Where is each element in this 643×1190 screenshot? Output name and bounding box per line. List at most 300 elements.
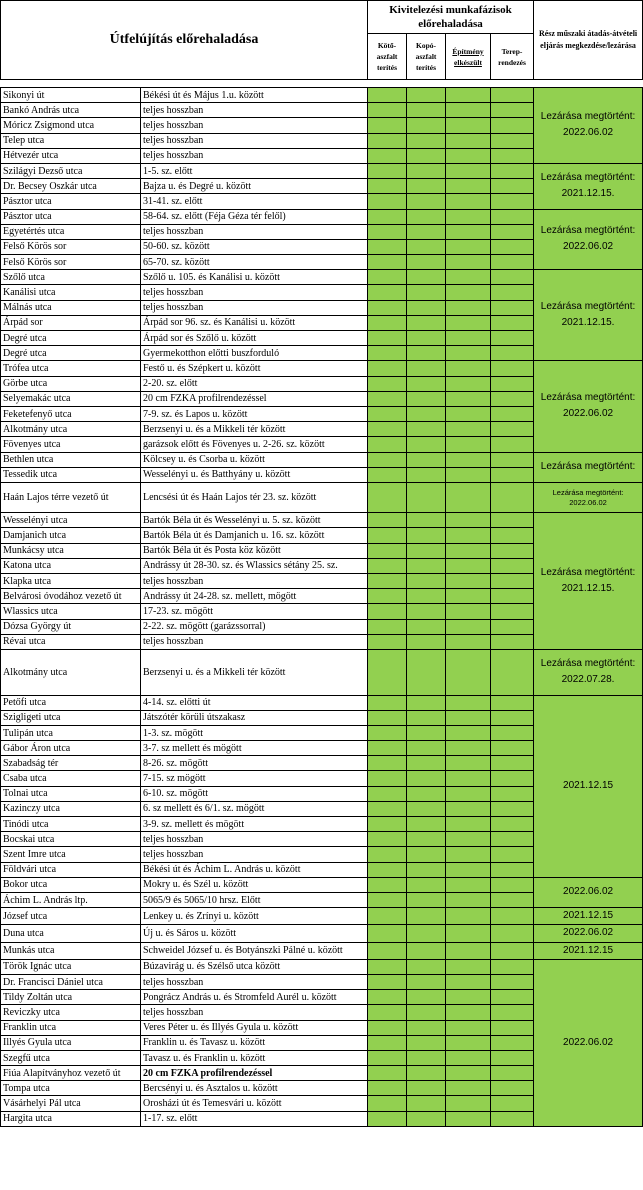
phase-complete-cell — [368, 163, 407, 178]
street-name: Kanálisi utca — [1, 285, 141, 300]
street-section: 20 cm FZKA profilrendezéssel — [141, 1066, 368, 1081]
phase-complete-cell — [407, 179, 446, 194]
street-name: Csaba utca — [1, 771, 141, 786]
phase-complete-cell — [491, 179, 534, 194]
phase-complete-cell — [407, 103, 446, 118]
phase-complete-cell — [446, 1081, 491, 1096]
phase-complete-cell — [368, 925, 407, 942]
phase-complete-cell — [491, 528, 534, 543]
table-row — [1, 959, 643, 974]
street-name: Trófea utca — [1, 361, 141, 376]
street-name: Hargita utca — [1, 1111, 141, 1126]
table-title: Útfelújítás előrehaladása — [1, 1, 368, 80]
street-section: 20 cm FZKA profilrendezéssel — [141, 391, 368, 406]
phase-complete-cell — [368, 558, 407, 573]
phase-complete-cell — [407, 649, 446, 695]
phase-complete-cell — [491, 634, 534, 649]
phase-complete-cell — [407, 908, 446, 925]
street-section: 50-60. sz. között — [141, 239, 368, 254]
phase-complete-cell — [407, 331, 446, 346]
phase-complete-cell — [407, 133, 446, 148]
phase-complete-cell — [407, 1005, 446, 1020]
phase-complete-cell — [407, 990, 446, 1005]
phase-complete-cell — [491, 391, 534, 406]
phase-complete-cell — [368, 604, 407, 619]
street-name: Degré utca — [1, 331, 141, 346]
phase-complete-cell — [491, 589, 534, 604]
phase-complete-cell — [446, 741, 491, 756]
phase-complete-cell — [368, 619, 407, 634]
phase-complete-cell — [368, 1081, 407, 1096]
phase-complete-cell — [491, 452, 534, 467]
phase-complete-cell — [491, 756, 534, 771]
street-name: Kazinczy utca — [1, 801, 141, 816]
street-section: 3-9. sz. mellett és mögött — [141, 817, 368, 832]
phase-complete-cell — [368, 574, 407, 589]
phase-complete-cell — [491, 467, 534, 482]
street-section: teljes hosszban — [141, 285, 368, 300]
phase-complete-cell — [407, 482, 446, 512]
phase-complete-cell — [446, 771, 491, 786]
handover-status: Lezárása megtörtént: 2022.06.02 — [534, 361, 643, 452]
phase-complete-cell — [407, 315, 446, 330]
phase-complete-cell — [407, 300, 446, 315]
street-name: Pásztor utca — [1, 209, 141, 224]
street-name: Egyetértés utca — [1, 224, 141, 239]
handover-status: 2021.12.15 — [534, 942, 643, 959]
phase-complete-cell — [446, 990, 491, 1005]
street-name: Wesselényi utca — [1, 513, 141, 528]
phase-complete-cell — [407, 513, 446, 528]
phase-complete-cell — [407, 725, 446, 740]
phase-complete-cell — [446, 756, 491, 771]
phase-complete-cell — [491, 877, 534, 892]
phase-complete-cell — [446, 634, 491, 649]
spacer-row — [1, 80, 643, 88]
phase-complete-cell — [407, 741, 446, 756]
phase-complete-cell — [446, 1050, 491, 1065]
table-row — [1, 942, 643, 959]
handover-header: Rész műszaki átadás-átvételi eljárás megkezdése/lezárása — [534, 1, 643, 80]
phase-complete-cell — [368, 942, 407, 959]
street-name: Török Ignác utca — [1, 959, 141, 974]
street-name: József utca — [1, 908, 141, 925]
phase-complete-cell — [491, 847, 534, 862]
phase-complete-cell — [491, 741, 534, 756]
phase-complete-cell — [491, 1020, 534, 1035]
street-section: 1-17. sz. előtt — [141, 1111, 368, 1126]
phase-complete-cell — [446, 103, 491, 118]
phase-complete-cell — [491, 118, 534, 133]
phase-complete-cell — [368, 482, 407, 512]
street-section: teljes hosszban — [141, 832, 368, 847]
street-section: Békési út és Áchim L. András u. között — [141, 862, 368, 877]
table-row — [1, 513, 643, 528]
handover-status: 2021.12.15 — [534, 695, 643, 877]
table-row — [1, 452, 643, 467]
street-section: teljes hosszban — [141, 148, 368, 163]
street-section: Bartók Béla út és Damjanich u. 16. sz. között — [141, 528, 368, 543]
street-section: Bartók Béla út és Wesselényi u. 5. sz. között — [141, 513, 368, 528]
street-name: Tessedik utca — [1, 467, 141, 482]
phase-complete-cell — [491, 1096, 534, 1111]
street-name: Fiúa Alapítványhoz vezető út — [1, 1066, 141, 1081]
phase-complete-cell — [491, 786, 534, 801]
handover-status: 2022.06.02 — [534, 959, 643, 1126]
phase-complete-cell — [446, 513, 491, 528]
phase-complete-cell — [491, 1035, 534, 1050]
street-name: Bocskai utca — [1, 832, 141, 847]
street-section: Mokry u. és Szél u. között — [141, 877, 368, 892]
street-section: teljes hosszban — [141, 103, 368, 118]
phase-complete-cell — [491, 88, 534, 103]
phase-complete-cell — [491, 892, 534, 907]
phase-complete-cell — [491, 315, 534, 330]
street-section: Kölcsey u. és Csorba u. között — [141, 452, 368, 467]
street-section: Berzsenyi u. és a Mikkeli tér között — [141, 422, 368, 437]
phase-complete-cell — [407, 832, 446, 847]
phase-complete-cell — [368, 1020, 407, 1035]
phase-complete-cell — [446, 1066, 491, 1081]
phase-complete-cell — [446, 331, 491, 346]
phase-complete-cell — [407, 118, 446, 133]
phase-complete-cell — [368, 892, 407, 907]
phase-complete-cell — [368, 239, 407, 254]
street-section: Bajza u. és Degré u. között — [141, 179, 368, 194]
street-name: Szent Imre utca — [1, 847, 141, 862]
phase-complete-cell — [491, 832, 534, 847]
header-row — [1, 1, 643, 34]
street-name: Franklin utca — [1, 1020, 141, 1035]
phase-complete-cell — [368, 974, 407, 989]
phase-complete-cell — [446, 88, 491, 103]
phase-complete-cell — [446, 1111, 491, 1126]
phase-complete-cell — [491, 771, 534, 786]
phase-complete-cell — [491, 209, 534, 224]
phase-complete-cell — [368, 847, 407, 862]
street-section: teljes hosszban — [141, 974, 368, 989]
phase-complete-cell — [446, 786, 491, 801]
street-name: Klapka utca — [1, 574, 141, 589]
street-name: Tildy Zoltán utca — [1, 990, 141, 1005]
phase-complete-cell — [446, 391, 491, 406]
phase-complete-cell — [491, 817, 534, 832]
street-name: Pásztor utca — [1, 194, 141, 209]
phase-complete-cell — [491, 990, 534, 1005]
phase-complete-cell — [368, 452, 407, 467]
street-section: Orosházi út és Temesvári u. között — [141, 1096, 368, 1111]
phase-complete-cell — [446, 239, 491, 254]
street-section: Bercsényi u. és Asztalos u. között — [141, 1081, 368, 1096]
phase-complete-cell — [368, 194, 407, 209]
phase-complete-cell — [446, 942, 491, 959]
phase-complete-cell — [446, 801, 491, 816]
phase-complete-cell — [407, 604, 446, 619]
street-section: 7-9. sz. és Lapos u. között — [141, 406, 368, 421]
phase-complete-cell — [407, 376, 446, 391]
phase-complete-cell — [446, 695, 491, 710]
phase-complete-cell — [368, 148, 407, 163]
phase-complete-cell — [407, 892, 446, 907]
phase-complete-cell — [368, 990, 407, 1005]
street-section: Wesselényi u. és Batthyány u. között — [141, 467, 368, 482]
street-section: teljes hosszban — [141, 118, 368, 133]
phase-complete-cell — [446, 315, 491, 330]
handover-status: 2022.06.02 — [534, 877, 643, 907]
street-name: Bethlen utca — [1, 452, 141, 467]
phase-complete-cell — [407, 361, 446, 376]
handover-status: Lezárása megtörtént: 2022.06.02 — [534, 482, 643, 512]
phase-complete-cell — [368, 710, 407, 725]
table-row — [1, 209, 643, 224]
street-name: Vásárhelyi Pál utca — [1, 1096, 141, 1111]
phase-complete-cell — [446, 361, 491, 376]
table-row — [1, 361, 643, 376]
phase-complete-cell — [368, 103, 407, 118]
phase-header-2: Kopó-aszfalt terítés — [407, 34, 446, 80]
street-name: Tolnai utca — [1, 786, 141, 801]
phase-complete-cell — [407, 634, 446, 649]
phase-complete-cell — [446, 908, 491, 925]
phase-complete-cell — [491, 194, 534, 209]
phase-complete-cell — [368, 331, 407, 346]
street-name: Hétvezér utca — [1, 148, 141, 163]
phase-complete-cell — [491, 270, 534, 285]
phase-complete-cell — [407, 959, 446, 974]
street-section: teljes hosszban — [141, 224, 368, 239]
street-section: Árpád sor és Szőlő u. között — [141, 331, 368, 346]
table-row — [1, 163, 643, 178]
street-section: teljes hosszban — [141, 300, 368, 315]
phase-complete-cell — [491, 574, 534, 589]
phase-complete-cell — [446, 163, 491, 178]
street-name: Földvári utca — [1, 862, 141, 877]
phase-complete-cell — [368, 270, 407, 285]
street-section: 2-20. sz. előtt — [141, 376, 368, 391]
phase-complete-cell — [407, 589, 446, 604]
street-name: Sikonyi út — [1, 88, 141, 103]
street-section: 6. sz mellett és 6/1. sz. mögött — [141, 801, 368, 816]
street-name: Dózsa György út — [1, 619, 141, 634]
handover-status: Lezárása megtörtént: 2022.06.02 — [534, 209, 643, 270]
table-row — [1, 88, 643, 103]
street-section: 31-41. sz. előtt — [141, 194, 368, 209]
street-name: Málnás utca — [1, 300, 141, 315]
phase-complete-cell — [368, 817, 407, 832]
phase-complete-cell — [491, 422, 534, 437]
phase-complete-cell — [368, 786, 407, 801]
street-section: teljes hosszban — [141, 133, 368, 148]
phase-complete-cell — [446, 619, 491, 634]
phase-complete-cell — [368, 391, 407, 406]
phase-complete-cell — [368, 361, 407, 376]
phase-complete-cell — [491, 224, 534, 239]
phase-complete-cell — [407, 695, 446, 710]
phase-complete-cell — [446, 270, 491, 285]
phase-complete-cell — [446, 224, 491, 239]
street-name: Szilágyi Dezső utca — [1, 163, 141, 178]
street-section: 4-14. sz. előtti út — [141, 695, 368, 710]
phase-complete-cell — [491, 133, 534, 148]
phase-complete-cell — [407, 163, 446, 178]
phase-complete-cell — [368, 771, 407, 786]
phase-complete-cell — [491, 103, 534, 118]
phase-complete-cell — [407, 239, 446, 254]
phase-complete-cell — [368, 1050, 407, 1065]
street-section: teljes hosszban — [141, 574, 368, 589]
phase-complete-cell — [446, 574, 491, 589]
phase-complete-cell — [491, 285, 534, 300]
phase-complete-cell — [446, 482, 491, 512]
phase-complete-cell — [491, 513, 534, 528]
phase-complete-cell — [368, 346, 407, 361]
phase-complete-cell — [368, 467, 407, 482]
phase-complete-cell — [446, 528, 491, 543]
street-name: Tinódi utca — [1, 817, 141, 832]
phase-complete-cell — [407, 346, 446, 361]
phase-complete-cell — [407, 543, 446, 558]
phase-complete-cell — [446, 847, 491, 862]
phase-complete-cell — [368, 1005, 407, 1020]
street-name: Haán Lajos térre vezető út — [1, 482, 141, 512]
street-section: Pongrácz András u. és Stromfeld Aurél u. között — [141, 990, 368, 1005]
phase-complete-cell — [407, 1111, 446, 1126]
phase-complete-cell — [446, 255, 491, 270]
phase-complete-cell — [368, 1066, 407, 1081]
phase-complete-cell — [407, 801, 446, 816]
phase-complete-cell — [407, 270, 446, 285]
phase-complete-cell — [407, 862, 446, 877]
street-section: Festő u. és Szépkert u. között — [141, 361, 368, 376]
street-name: Belvárosi óvodához vezető út — [1, 589, 141, 604]
phase-complete-cell — [446, 1020, 491, 1035]
street-section: 8-26. sz. mögött — [141, 756, 368, 771]
phase-complete-cell — [491, 925, 534, 942]
phase-complete-cell — [407, 974, 446, 989]
street-name: Selyemakác utca — [1, 391, 141, 406]
phase-complete-cell — [446, 543, 491, 558]
phase-complete-cell — [368, 133, 407, 148]
phase-complete-cell — [368, 832, 407, 847]
phase-complete-cell — [491, 437, 534, 452]
phase-complete-cell — [368, 88, 407, 103]
phase-complete-cell — [491, 255, 534, 270]
phase-complete-cell — [407, 1035, 446, 1050]
street-section: Búzavirág u. és Szélső utca között — [141, 959, 368, 974]
street-name: Szegfű utca — [1, 1050, 141, 1065]
phase-complete-cell — [491, 649, 534, 695]
phase-complete-cell — [407, 877, 446, 892]
phase-complete-cell — [446, 862, 491, 877]
phase-complete-cell — [491, 1066, 534, 1081]
street-name: Görbe utca — [1, 376, 141, 391]
phase-complete-cell — [446, 209, 491, 224]
street-name: Katona utca — [1, 558, 141, 573]
phase-complete-cell — [446, 194, 491, 209]
street-section: 6-10. sz. mögött — [141, 786, 368, 801]
phase-complete-cell — [491, 406, 534, 421]
street-name: Fövenyes utca — [1, 437, 141, 452]
phase-complete-cell — [368, 513, 407, 528]
phase-complete-cell — [491, 239, 534, 254]
phase-complete-cell — [491, 148, 534, 163]
phase-complete-cell — [368, 756, 407, 771]
street-name: Felső Körös sor — [1, 239, 141, 254]
phase-complete-cell — [446, 437, 491, 452]
street-name: Dr. Francisci Dániel utca — [1, 974, 141, 989]
phase-complete-cell — [446, 974, 491, 989]
phase-complete-cell — [368, 959, 407, 974]
phase-complete-cell — [368, 649, 407, 695]
handover-status: Lezárása megtörtént: 2022.06.02 — [534, 88, 643, 164]
phase-complete-cell — [491, 862, 534, 877]
phase-complete-cell — [491, 695, 534, 710]
phase-complete-cell — [368, 209, 407, 224]
street-name: Wlassics utca — [1, 604, 141, 619]
phase-complete-cell — [446, 710, 491, 725]
table-row — [1, 482, 643, 512]
street-name: Tulipán utca — [1, 725, 141, 740]
phase-complete-cell — [407, 756, 446, 771]
street-name: Gábor Áron utca — [1, 741, 141, 756]
phase-complete-cell — [491, 331, 534, 346]
street-section: teljes hosszban — [141, 634, 368, 649]
street-name: Tompa utca — [1, 1081, 141, 1096]
street-section: 65-70. sz. között — [141, 255, 368, 270]
phase-complete-cell — [368, 255, 407, 270]
phase-complete-cell — [407, 786, 446, 801]
table-row — [1, 649, 643, 695]
table-row — [1, 695, 643, 710]
phase-complete-cell — [407, 1081, 446, 1096]
phase-complete-cell — [407, 1020, 446, 1035]
phase-complete-cell — [368, 315, 407, 330]
phase-complete-cell — [407, 558, 446, 573]
phase-complete-cell — [368, 862, 407, 877]
phase-complete-cell — [407, 847, 446, 862]
street-section: Árpád sor 96. sz. és Kanálisi u. között — [141, 315, 368, 330]
phase-complete-cell — [491, 376, 534, 391]
street-name: Árpád sor — [1, 315, 141, 330]
phase-complete-cell — [491, 163, 534, 178]
phase-complete-cell — [368, 908, 407, 925]
phase-complete-cell — [368, 422, 407, 437]
street-name: Bankó András utca — [1, 103, 141, 118]
phase-complete-cell — [491, 801, 534, 816]
street-section: garázsok előtt és Fövenyes u. 2-26. sz. között — [141, 437, 368, 452]
phase-complete-cell — [407, 437, 446, 452]
phase-complete-cell — [407, 148, 446, 163]
phase-complete-cell — [407, 619, 446, 634]
phase-complete-cell — [446, 406, 491, 421]
table-row — [1, 877, 643, 892]
phase-complete-cell — [368, 589, 407, 604]
phase-complete-cell — [407, 942, 446, 959]
street-section: 1-3. sz. mögött — [141, 725, 368, 740]
handover-status: Lezárása megtörtént: 2021.12.15. — [534, 513, 643, 650]
phase-complete-cell — [368, 1035, 407, 1050]
street-section: 58-64. sz. előtt (Féja Géza tér felől) — [141, 209, 368, 224]
phase-complete-cell — [491, 619, 534, 634]
street-name: Bokor utca — [1, 877, 141, 892]
handover-status: Lezárása megtörtént: 2021.12.15. — [534, 163, 643, 209]
phase-complete-cell — [368, 1096, 407, 1111]
street-section: Bartók Béla út és Posta köz között — [141, 543, 368, 558]
table-row — [1, 270, 643, 285]
street-section: 1-5. sz. előtt — [141, 163, 368, 178]
phase-complete-cell — [368, 300, 407, 315]
phase-complete-cell — [446, 589, 491, 604]
